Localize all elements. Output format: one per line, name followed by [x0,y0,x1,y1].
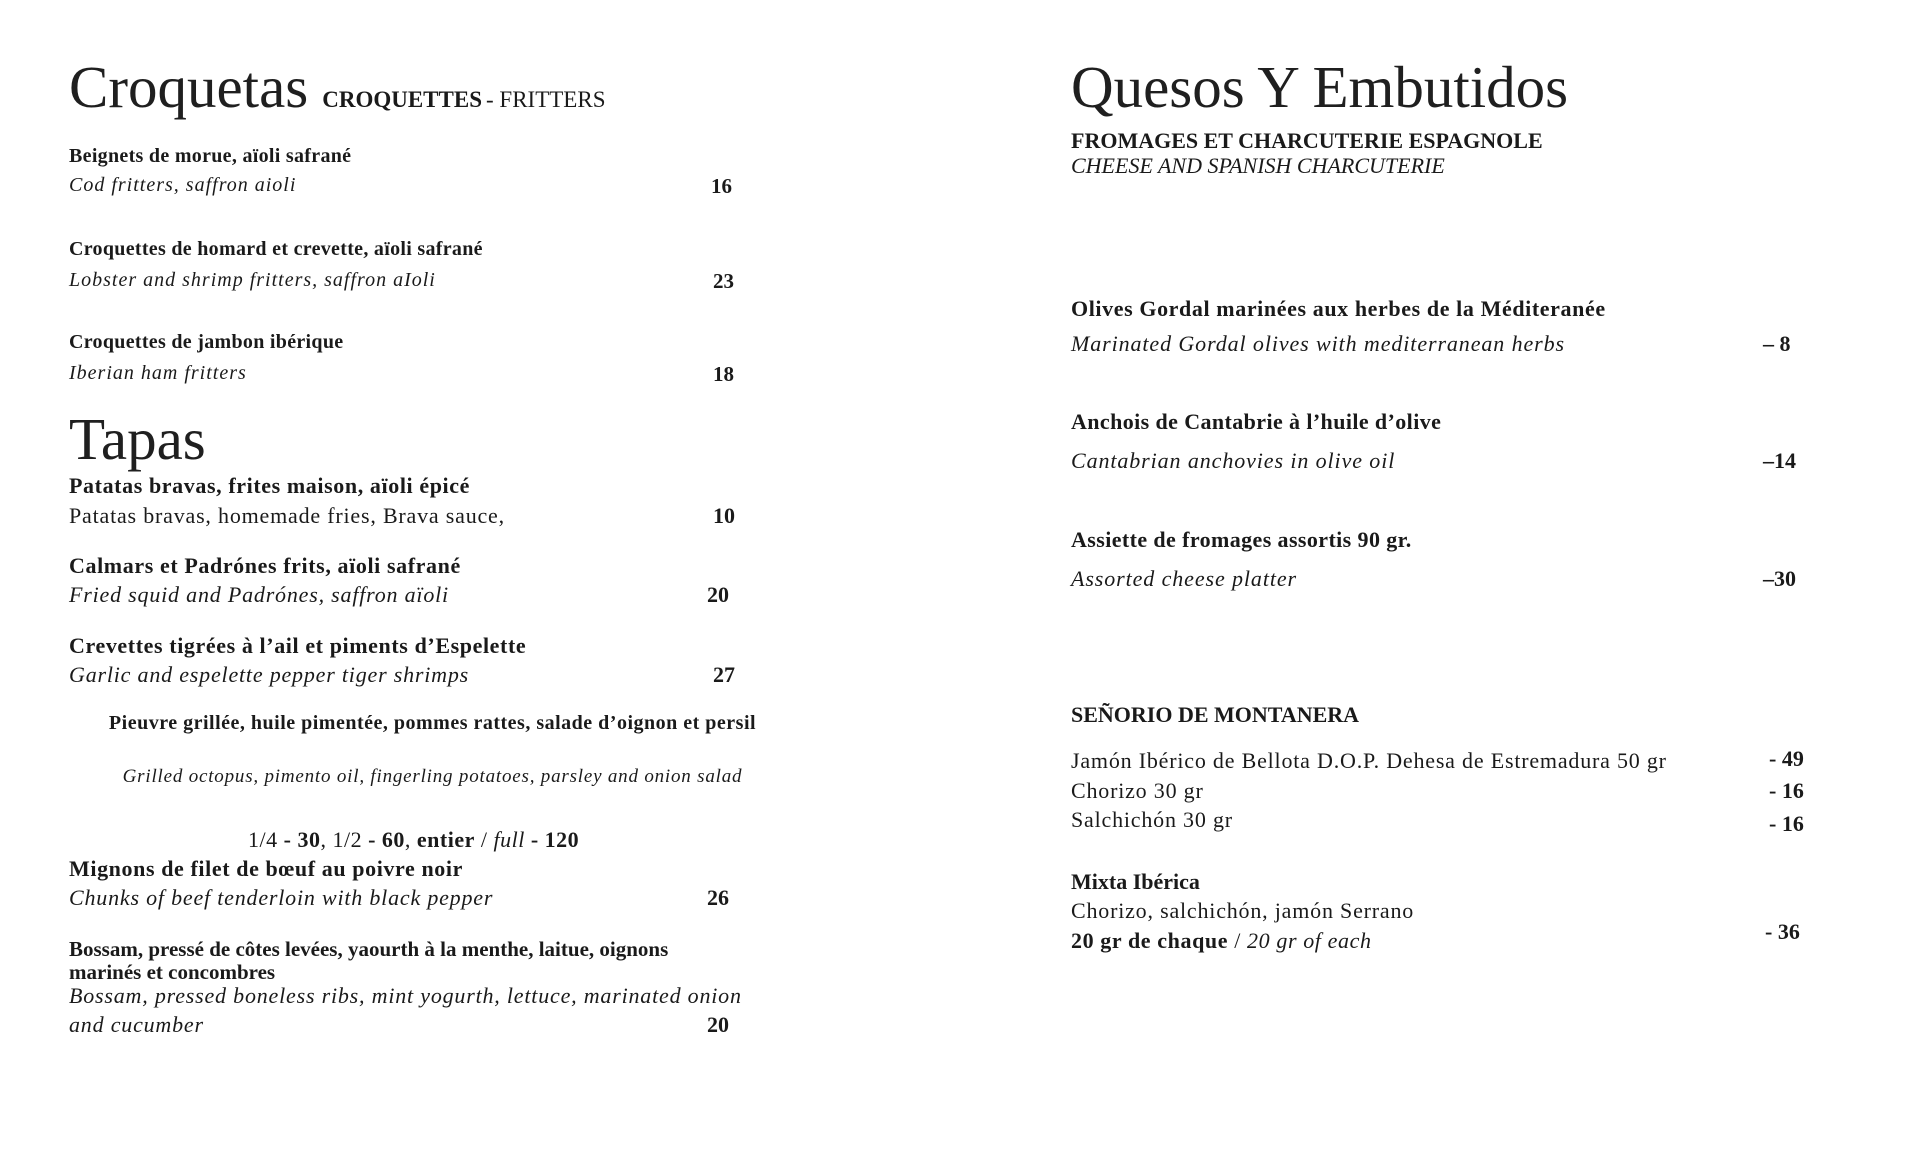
menu-item-fr: Mignons de filet de bœuf au poivre noir [69,856,463,881]
separator: / [480,827,488,852]
portion-full-label-en: full [493,827,525,852]
octopus-fr: Pieuvre grillée, huile pimentée, pommes rattes, salade d’oignon et persil [108,712,757,734]
charcuterie-price: - 16 [1769,811,1804,836]
menu-item-en: Patatas bravas, homemade fries, Brava sauce, [69,503,505,528]
menu-item-fr: Olives Gordal marinées aux herbes de la Méditeranée [1071,296,1606,321]
menu-item-price: 16 [711,174,732,198]
bossam-en-line2: and cucumber [69,1012,204,1037]
bossam-fr-line1: Bossam, pressé de côtes levées, yaourth à la menthe, laitue, oignons [69,937,669,961]
tapas-title: Tapas [69,406,206,472]
croquetas-title: Croquetas [69,54,309,120]
menu-item-fr: Beignets de morue, aïoli safrané [69,145,352,167]
menu-item-en: Garlic and espelette pepper tiger shrimps [69,662,470,687]
menu-item-en: Chunks of beef tenderloin with black pepper [69,885,494,910]
menu-item-en: Lobster and shrimp fritters, saffron aIoli [69,269,436,291]
mixta-price: - 36 [1765,919,1800,944]
charcuterie-price: - 49 [1769,746,1804,771]
octopus-en: Grilled octopus, pimento oil, fingerling potatoes, parsley and onion salad [122,766,743,787]
quesos-title: Quesos Y Embutidos [1071,54,1569,120]
menu-item-price: 20 [707,582,729,607]
portion-half-label: 1/2 [332,827,363,852]
croquetas-subtitle-en: - FRITTERS [486,87,606,112]
mixta-desc: Chorizo, salchichón, jamón Serrano [1071,898,1415,923]
menu-item-en: Fried squid and Padrónes, saffron aïoli [69,582,449,607]
charcuterie-price: - 16 [1769,778,1804,803]
menu-item-en: Iberian ham fritters [69,362,247,384]
menu-item-price: –30 [1763,566,1796,591]
mixta-title: Mixta Ibérica [1071,869,1200,894]
bossam-en-line1: Bossam, pressed boneless ribs, mint yogurth, lettuce, marinated onion [69,983,742,1008]
portion-full-label-fr: entier [416,827,475,852]
menu-item-fr: Anchois de Cantabrie à l’huile d’olive [1071,409,1442,434]
menu-item-price: – 8 [1763,331,1791,356]
portion-full-price: 120 [544,827,580,852]
menu-item-price: –14 [1763,448,1796,473]
dash: - [283,827,292,852]
menu-item-en: Assorted cheese platter [1071,566,1297,591]
menu-item-en: Cod fritters, saffron aioli [69,174,297,196]
menu-item-en: Marinated Gordal olives with mediterranean herbs [1071,331,1565,356]
portion-quarter-price: 30 [297,827,321,852]
charcuterie-item: Salchichón 30 gr [1071,807,1233,832]
mixta-qty-en: 20 gr of each [1247,928,1372,953]
menu-item-price: 27 [713,662,735,687]
mixta-qty-fr: 20 gr de chaque [1071,928,1229,953]
menu-item-fr: Calmars et Padrónes frits, aïoli safrané [69,553,461,578]
menu-item-price: 10 [713,503,735,528]
dash: - [368,827,376,852]
charcuterie-item: Chorizo 30 gr [1071,778,1204,803]
menu-item-fr: Croquettes de homard et crevette, aïoli safrané [69,238,483,260]
octopus-prices: 1/4 - 30, 1/2 - 60, entier / full - 120 [248,827,580,852]
menu-item-fr: Crevettes tigrées à l’ail et piments d’Espelette [69,633,527,658]
senorio-title: SEÑORIO DE MONTANERA [1071,702,1360,727]
charcuterie-item: Jamón Ibérico de Bellota D.O.P. Dehesa de Estremadura 50 gr [1071,748,1667,773]
menu-item-fr: Patatas bravas, frites maison, aïoli épicé [69,473,470,498]
croquetas-heading [69,54,606,120]
separator: / [1234,928,1241,953]
menu-item-fr: Assiette de fromages assortis 90 gr. [1071,527,1412,552]
menu-item-price: 26 [707,885,729,910]
mixta-qty [1071,928,1372,954]
menu-item-price: 18 [713,362,734,386]
menu-item-en: Cantabrian anchovies in olive oil [1071,448,1396,473]
portion-quarter-label: 1/4 [248,827,278,852]
quesos-subtitle-fr: FROMAGES ET CHARCUTERIE ESPAGNOLE [1071,128,1543,153]
menu-item-price: 20 [707,1012,729,1037]
menu-item-fr: Croquettes de jambon ibérique [69,331,344,353]
quesos-subtitle-en: CHEESE AND SPANISH CHARCUTERIE [1071,153,1445,178]
croquetas-subtitle-fr: CROQUETTES [322,87,482,112]
dash: - [530,827,539,852]
menu-item-price: 23 [713,269,734,293]
bossam-fr-line2: marinés et concombres [69,960,276,984]
portion-half-price: 60 [381,827,405,852]
